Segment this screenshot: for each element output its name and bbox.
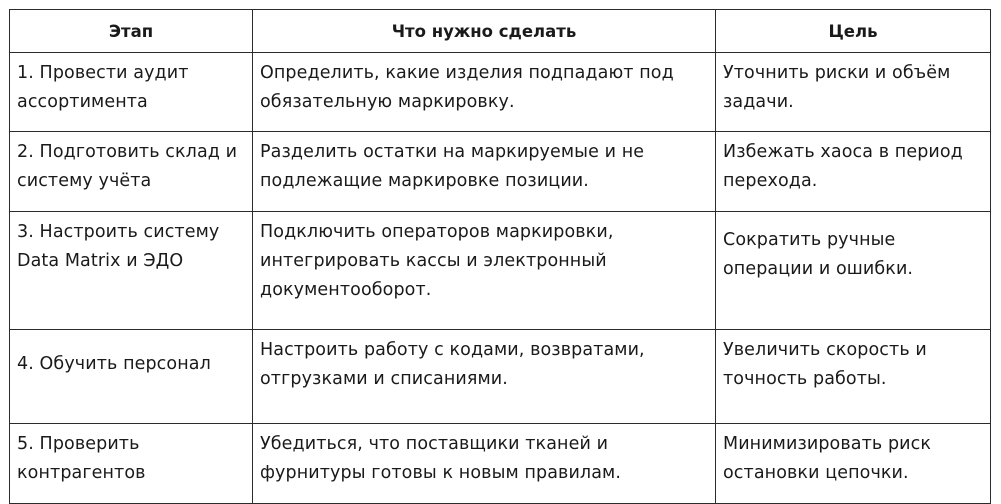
cell-stage (10, 53, 253, 132)
stage-text: 3. Настроить систему Data Matrix и ЭДО (17, 222, 220, 271)
stage-text: 5. Проверить контрагентов (17, 434, 146, 483)
todo-text: Разделить остатки на маркируемые и не подлежащие маркировке позиции. (260, 142, 645, 191)
goal-text: Увеличить скорость и точность работы. (723, 340, 927, 389)
table-row (10, 424, 991, 504)
table-row (10, 53, 991, 132)
cell-stage (10, 424, 253, 504)
cell-goal (716, 424, 991, 504)
plan-table-container (9, 9, 990, 504)
cell-todo (253, 330, 716, 424)
todo-text: Подключить операторов маркировки, интегрировать кассы и электронный документооборот. (260, 222, 614, 300)
header-stage: Этап (10, 10, 253, 53)
stage-text: 4. Обучить персонал (17, 354, 211, 374)
cell-todo (253, 53, 716, 132)
table-row (10, 212, 991, 330)
cell-goal (716, 53, 991, 132)
cell-todo (253, 132, 716, 212)
cell-stage (10, 212, 253, 330)
todo-text: Убедиться, что поставщики тканей и фурнитуры готовы к новым правилам. (260, 434, 621, 483)
goal-text: Избежать хаоса в период перехода. (723, 142, 963, 191)
goal-text: Уточнить риски и объём задачи. (723, 63, 951, 112)
cell-todo (253, 424, 716, 504)
table-row (10, 330, 991, 424)
plan-table (9, 9, 991, 504)
cell-stage (10, 330, 253, 424)
cell-stage (10, 132, 253, 212)
todo-text: Настроить работу с кодами, возвратами, отгрузками и списаниями. (260, 340, 645, 389)
header-todo: Что нужно сделать (253, 10, 716, 53)
table-row (10, 132, 991, 212)
goal-text: Сократить ручные операции и ошибки. (723, 230, 914, 279)
stage-text: 1. Провести аудит ассортимента (17, 63, 189, 112)
cell-goal (716, 212, 991, 330)
cell-goal (716, 132, 991, 212)
cell-todo (253, 212, 716, 330)
todo-text: Определить, какие изделия подпадают под обязательную маркировку. (260, 63, 674, 112)
table-header-row (10, 10, 991, 53)
header-goal: Цель (716, 10, 991, 53)
stage-text: 2. Подготовить склад и систему учёта (17, 142, 238, 191)
cell-goal (716, 330, 991, 424)
goal-text: Минимизировать риск остановки цепочки. (723, 434, 932, 483)
